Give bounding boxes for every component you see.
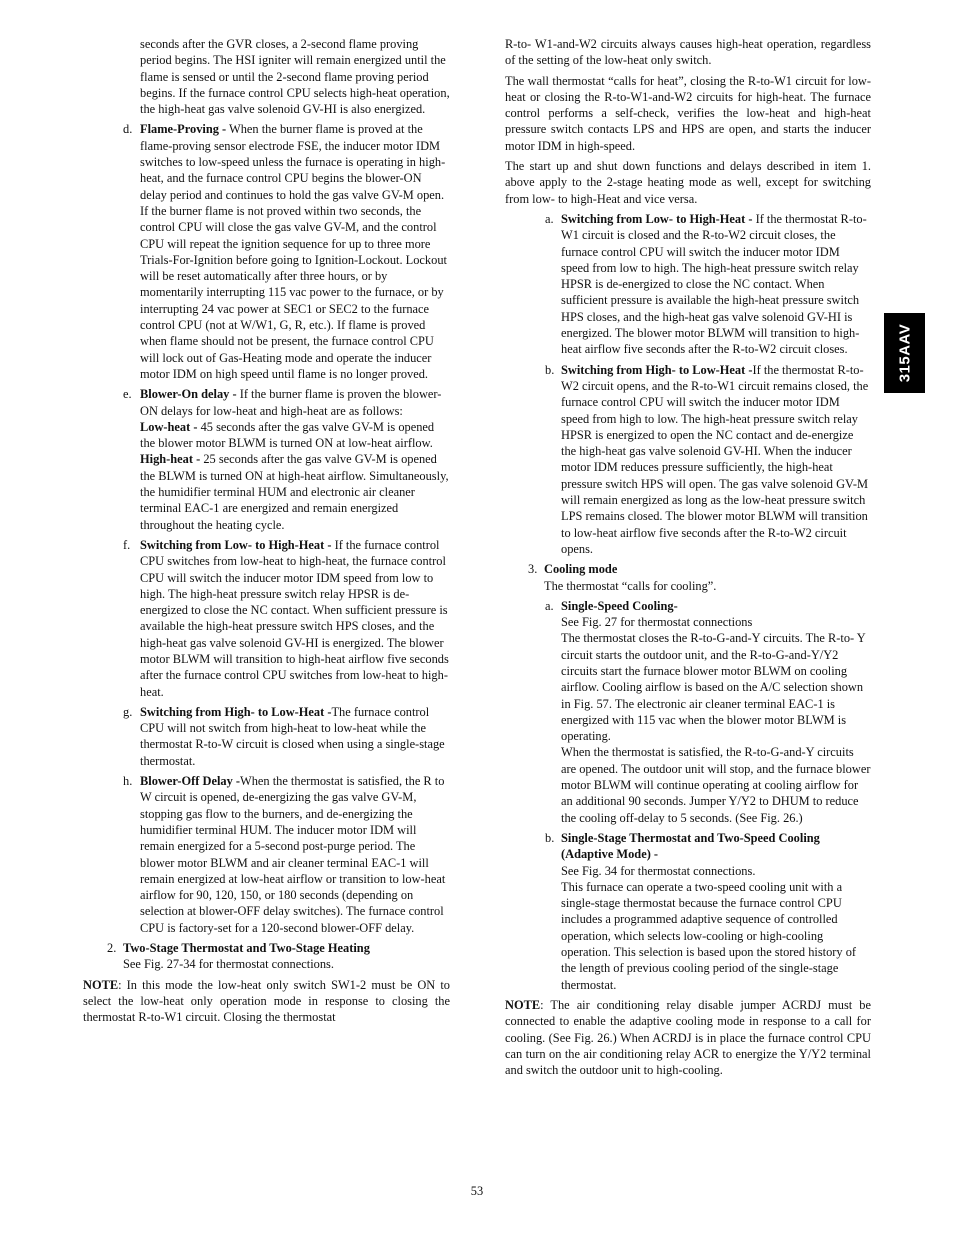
- item-title: Switching from High- to Low-Heat -: [140, 704, 332, 719]
- item-switch-high-low-2stage: [505, 362, 871, 558]
- item-fig-ref: See Fig. 27 for thermostat connections: [561, 615, 753, 630]
- item-title: Single-Stage Thermostat and Two-Speed Cooling (Adaptive Mode) -: [561, 830, 820, 862]
- item-blower-off-delay: [83, 773, 450, 936]
- section-number: 3.: [528, 562, 538, 577]
- section-title: Cooling mode: [544, 562, 618, 577]
- low-heat-text: 45 seconds after the gas valve GV-M is opened the blower motor BLWM is turned ON at low-heat airflow.: [140, 419, 435, 451]
- section-text: The thermostat “calls for cooling”.: [544, 578, 717, 593]
- section-cooling-mode: [505, 561, 871, 594]
- section-text: See Fig. 27-34 for thermostat connections.: [123, 957, 334, 972]
- high-heat-text: 25 seconds after the gas valve GV-M is opened the BLWM is turned ON at high-heat airflow. Simultaneously, the humidifier terminal HUM and electronic air cleaner terminal EAC-1 are energized and remain energized throughout the heating cycle.: [140, 452, 449, 532]
- item-switch-high-low: [83, 704, 450, 769]
- item-marker: f.: [123, 537, 131, 552]
- item-title: Single-Speed Cooling-: [561, 598, 678, 613]
- item-fig-ref: See Fig. 34 for thermostat connections.: [561, 863, 756, 878]
- item-marker: a.: [545, 211, 554, 226]
- side-tab-label: 315AAV: [896, 323, 913, 383]
- item-marker: h.: [123, 774, 133, 789]
- item-text: When the burner flame is proved at the flame-proving sensor electrode FSE, the inducer motor IDM switches to low-speed unless the furnace is operating in high-heat, and the furnace control CPU begins the blower-ON delay period and continues to hold the gas valve GV-M open. If the burner flame is not proved within two seconds, the control CPU will close the gas valve GV-M, and the control CPU will repeat the ignition sequence for up to three more Trials-For-Ignition before going to Ignition-Lockout. Lockout will be reset automatically after three hours, or by momentarily interrupting 115 vac power to the furnace, or by interrupting 24 vac power at SEC1 or SEC2 to the furnace control CPU (not at W/W1, G, R, etc.). If flame is proved when flame should not be present, the furnace control CPU will lock out of Gas-Heating mode and operate the inducer motor IDM on high speed until flame is no longer proved.: [140, 122, 447, 381]
- item-text: If the thermostat R-to- W2 circuit opens, and the R-to-W1 circuit remains closed, the furnace control CPU will switch the inducer motor IDM speed from high to low. The high-heat pressure switch relay HPSR is energized to open the NC contact and de-energize the high-heat gas valve solenoid GV-HI. When the inducer motor IDM reduces pressure sufficiently, the high-heat pressure switch HPS will open. The gas valve solenoid GV-M will remain energized as long as the low-heat pressure switch LPS remains closed. The blower motor BLWM will transition to low-heat airflow five seconds after the R-to-W2 circuit opens.: [561, 362, 869, 556]
- section-two-stage-heating: [83, 940, 450, 973]
- right-column: [505, 36, 871, 1078]
- item-text: If the thermostat R-to-W1 circuit is closed and the R-to-W2 circuit closes, the furnace control CPU will switch the inducer motor IDM speed from low to high. The high-heat pressure switch relay HPSR is de-energized to close the NC contact. When sufficient pressure is available the high-heat pressure switch HPS closes, and the high-heat gas valve solenoid GV-HI is energized. The blower motor BLWM will transition to high-heat airflow five seconds after the R-to-W2 circuit closes.: [561, 211, 867, 357]
- paragraph-calls-for-heat: The wall thermostat “calls for heat”, closing the R-to-W1 circuit for low-heat or closing the R-to-W1-and-W2 circuits for high-heat. The furnace control performs a self-check, verifies the low-heat and high-heat pressure switch contacts LPS and HPS are open, and starts the inducer motor IDM in high-speed.: [505, 73, 871, 153]
- note-text: : In this mode the low-heat only switch SW1-2 must be ON to select the low-heat only operation mode in response to closing the thermostat R-to-W1 circuit. Closing the thermostat: [83, 977, 450, 1025]
- item-text: If the burner flame is proven the blower-ON delays for low-heat and high-heat are as follows:: [140, 387, 442, 418]
- left-column: [83, 36, 450, 1026]
- item-marker: b.: [545, 830, 555, 845]
- item-text-2: When the thermostat is satisfied, the R-to-G-and-Y circuits are opened. The outdoor unit will stop, and the furnace blower motor BLWM will continue operating at cooling airflow for an additional 90 seconds. Jumper Y/Y2 to DHUM to reduce the cooling off-delay to 5 seconds. (See Fig. 26.): [561, 745, 871, 825]
- item-marker: d.: [123, 122, 133, 137]
- note-label: NOTE: [83, 977, 119, 992]
- item-title: Blower-Off Delay -: [140, 774, 241, 789]
- note-paragraph: [505, 997, 871, 1078]
- item-marker: a.: [545, 598, 554, 613]
- item-title: Flame-Proving -: [140, 122, 227, 137]
- section-number: 2.: [107, 941, 117, 956]
- note-label: NOTE: [505, 997, 541, 1012]
- section-title: Two-Stage Thermostat and Two-Stage Heating: [123, 941, 370, 956]
- intro-paragraph: seconds after the GVR closes, a 2-second flame proving period begins. The HSI igniter will remain energized until the flame is sensed or until the 2-second flame proving period begins. If the furnace control CPU selects high-heat operation, the high-heat gas valve solenoid GV-HI is also energized.: [140, 37, 450, 117]
- item-marker: e.: [123, 387, 132, 402]
- low-heat-title: Low-heat -: [140, 419, 198, 434]
- item-marker: g.: [123, 704, 133, 719]
- side-tab: [884, 313, 925, 393]
- page-number: 53: [470, 1184, 484, 1198]
- item-title: Blower-On delay -: [140, 387, 237, 402]
- item-single-speed-cooling: [505, 598, 871, 826]
- item-text: The thermostat closes the R-to-G-and-Y circuits. The R-to- Y circuit starts the outdoor unit, and the R-to-G-and-Y/Y2 circuits start the furnace blower motor BLWM on cooling airflow. Cooling airflow is based on the A/C selection shown in Fig. 57. The electronic air cleaner terminal EAC-1 is energized with 115 vac when the blower motor BLWM is operating.: [561, 631, 866, 744]
- paragraph-start-up: The start up and shut down functions and delays described in item 1. above apply to the 2-stage heating mode as well, except for switching from low- to high-Heat and vice versa.: [505, 159, 871, 206]
- item-switch-low-high: [83, 537, 450, 700]
- item-title: Switching from Low- to High-Heat -: [561, 211, 753, 226]
- item-text: If the furnace control CPU switches from low-heat to high-heat, the furnace control CPU will switch the inducer motor IDM speed from low to high. The high-heat pressure switch relay HPSR is de-energized to close the NC contact. When sufficient pressure is available the high-heat pressure switch HPS closes, and the high-heat gas valve solenoid GV-HI is energized. The blower motor BLWM will transition to high-heat airflow five seconds after the furnace control CPU switches from low-heat to high-heat.: [140, 537, 449, 699]
- item-text: The furnace control CPU will not switch from high-heat to low-heat while the thermostat R-to-W circuit is closed when using a single-stage thermostat.: [140, 704, 445, 768]
- high-heat-title: High-heat -: [140, 452, 201, 467]
- item-adaptive-cooling: [505, 830, 871, 993]
- item-text: When the thermostat is satisfied, the R to W circuit is opened, de-energizing the gas valve GV-M, stopping gas flow to the burners, and de-energizing the humidifier terminal HUM. The inducer motor IDM will remain energized for a 5-second post-purge period. The blower motor BLWM and air cleaner terminal EAC-1 will remain energized at low-heat airflow or transition to low-heat airflow for 90, 120, 150, or 180 seconds (depending on selection at blower-OFF delay switches). The furnace control CPU is factory-set for a 120-second blower-OFF delay.: [140, 774, 446, 935]
- item-flame-proving: [83, 121, 450, 382]
- item-title: Switching from Low- to High-Heat -: [140, 537, 332, 552]
- item-switch-low-high-2stage: [505, 211, 871, 358]
- item-marker: b.: [545, 362, 555, 377]
- item-blower-on-delay: [83, 386, 450, 533]
- note-text: : The air conditioning relay disable jumper ACRDJ must be connected to enable the adaptive cooling mode in response to a call for cooling. (See Fig. 26.) When ACRDJ is in place the furnace control CPU can turn on the air conditioning relay ACR to energize the Y/Y2 terminal and switch the outdoor unit to high-cooling.: [505, 997, 871, 1078]
- note-paragraph: [83, 977, 450, 1026]
- item-text: This furnace can operate a two-speed cooling unit with a single-stage thermostat because the furnace control CPU includes a programmed adaptive sequence of controlled operation, which selects low-cooling or high-cooling operation. This selection is based upon the stored history of the length of previous cooling period of the single-stage thermostat.: [561, 879, 857, 992]
- item-title: Switching from High- to Low-Heat -: [561, 362, 753, 377]
- paragraph-high-heat: R-to- W1-and-W2 circuits always causes high-heat operation, regardless of the setting of the low-heat only switch.: [505, 37, 871, 68]
